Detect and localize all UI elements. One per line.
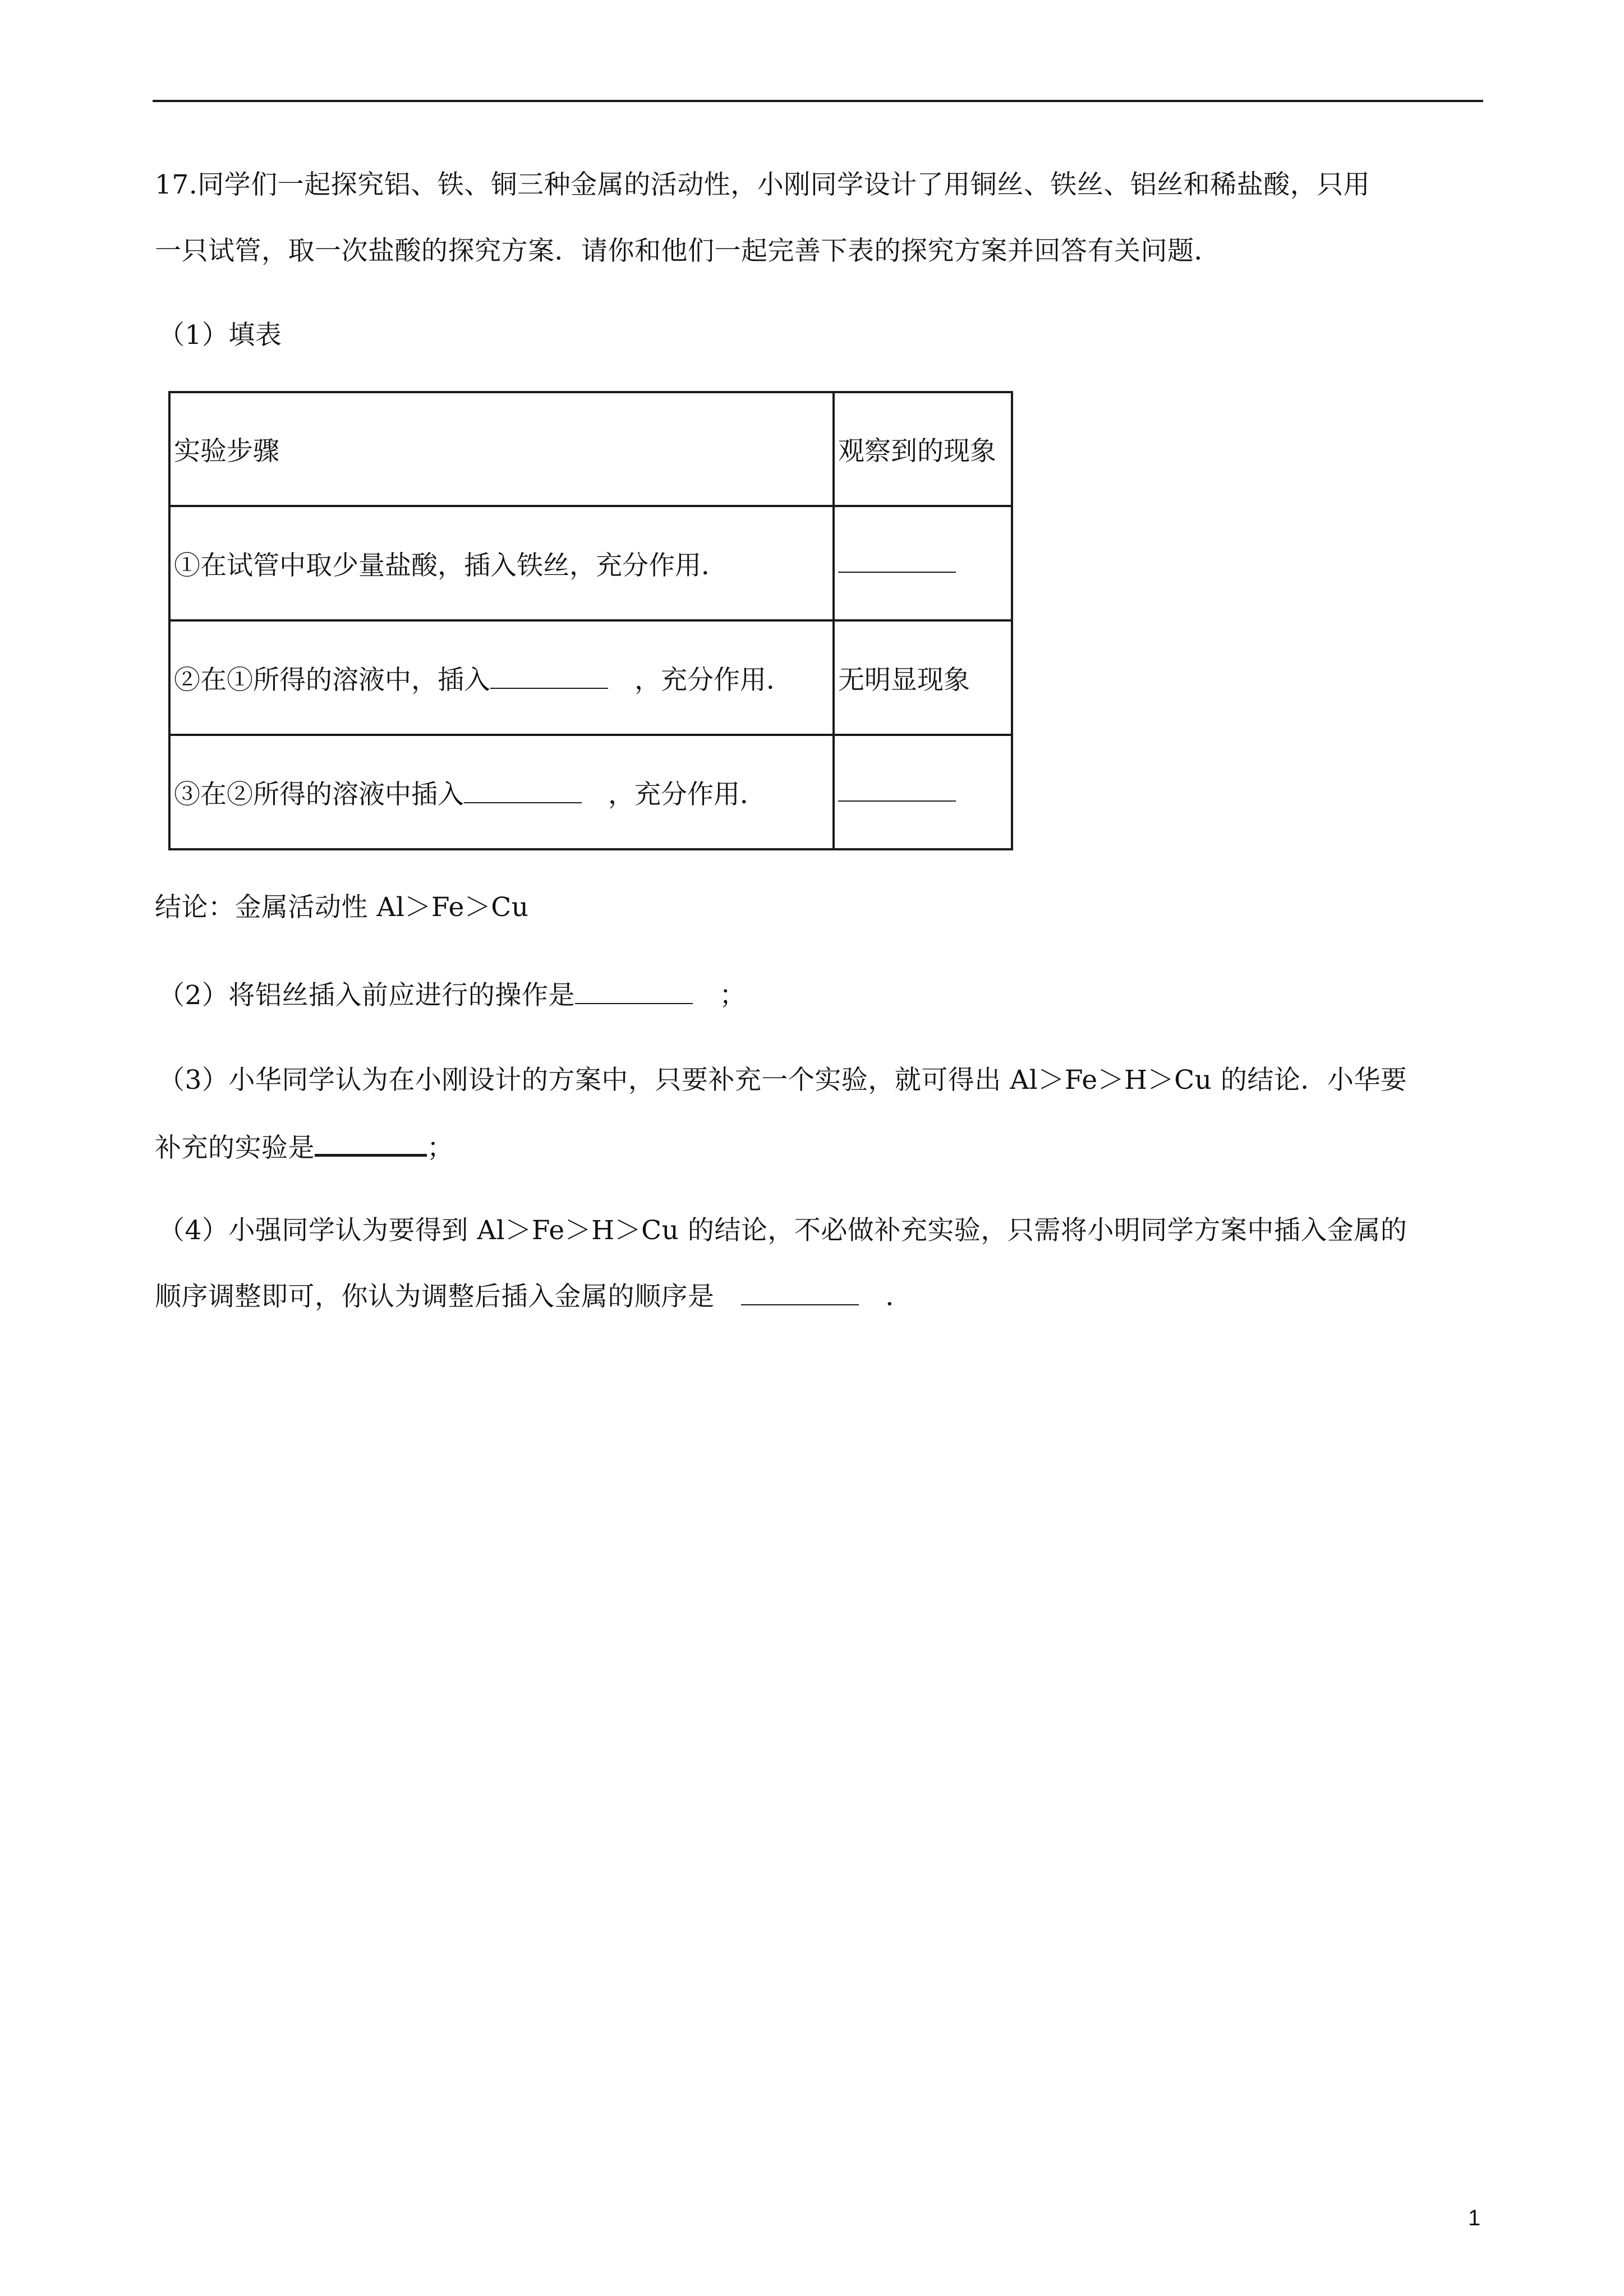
step-text: ①在试管中取少量盐酸，插入铁丝，充分作用．: [174, 550, 728, 581]
part2-line: [158, 978, 746, 1013]
table-header-row: [169, 392, 1012, 506]
header-cell-observation: 观察到的现象: [834, 392, 1012, 506]
header-cell-steps: 实验步骤: [169, 392, 834, 506]
part4-line-1: （4）小强同学认为要得到 Al＞Fe＞H＞Cu 的结论，不必做补充实验，只需将小明同学方案中插入金属的: [158, 1215, 1407, 1246]
step-blank[interactable]: [464, 777, 582, 803]
step-text-tail: ，充分作用．: [582, 779, 766, 810]
conclusion-text: 结论：金属活动性 Al＞Fe＞Cu: [155, 892, 529, 923]
part3-tail: ；: [427, 1133, 454, 1163]
step-blank[interactable]: [490, 663, 608, 689]
step-cell-2: [169, 620, 834, 735]
part1-label: （1）填表: [158, 320, 282, 351]
question-intro-line-1: 17.同学们一起探究铝、铁、铜三种金属的活动性，小刚同学设计了用铜丝、铁丝、铝丝和稀盐酸，只用: [155, 169, 1370, 200]
part4-tail: ．: [859, 1281, 912, 1312]
step-cell-1: [169, 506, 834, 620]
part2-blank[interactable]: [575, 978, 693, 1004]
step-cell-3: [169, 735, 834, 849]
part4-blank[interactable]: [741, 1280, 859, 1305]
question-intro-line-2: 一只试管，取一次盐酸的探究方案．请你和他们一起完善下表的探究方案并回答有关问题．: [155, 236, 1221, 266]
header-rule: [153, 100, 1483, 102]
part2-tail: ；: [692, 980, 746, 1011]
part3-blank[interactable]: [315, 1129, 427, 1157]
page-number: 1: [1468, 2206, 1481, 2230]
part3-line-1: （3）小华同学认为在小刚设计的方案中，只要补充一个实验，就可得出 Al＞Fe＞H＞Cu 的结论．小华要: [158, 1065, 1407, 1096]
experiment-table: [168, 391, 1013, 850]
step-text-tail: ，充分作用．: [608, 664, 793, 696]
observation-cell-2: 无明显现象: [834, 620, 1012, 735]
observation-cell-3[interactable]: [834, 735, 1012, 849]
observation-blank[interactable]: [838, 776, 956, 802]
part3-text: 补充的实验是: [155, 1133, 315, 1163]
part3-line-2: [155, 1129, 454, 1165]
part2-text: （2）将铝丝插入前应进行的操作是: [158, 980, 575, 1011]
step-text: ②在①所得的溶液中，插入: [174, 664, 490, 696]
table-row: [169, 506, 1012, 620]
step-text: ③在②所得的溶液中插入: [174, 779, 464, 810]
part4-line-2: [155, 1280, 912, 1314]
part4-text: 顺序调整即可，你认为调整后插入金属的顺序是: [155, 1281, 741, 1312]
table-row: [169, 735, 1012, 849]
observation-blank[interactable]: [838, 547, 956, 573]
observation-cell-1[interactable]: [834, 506, 1012, 620]
table-row: [169, 620, 1012, 735]
